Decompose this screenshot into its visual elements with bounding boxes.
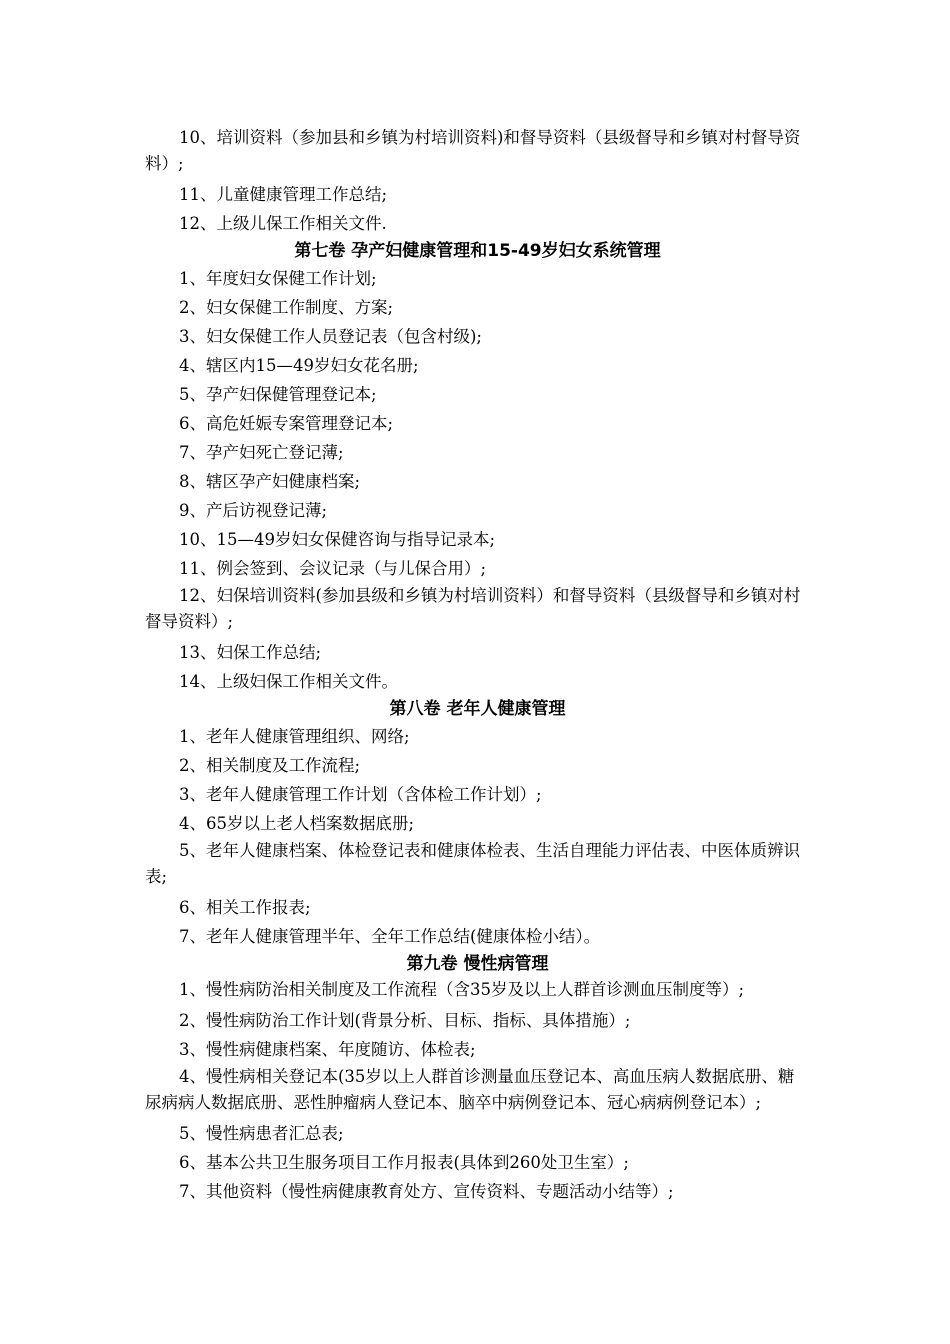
list-item: 6、相关工作报表; bbox=[179, 898, 311, 917]
list-item: 11、儿童健康管理工作总结; bbox=[179, 185, 388, 204]
list-item: 7、孕产妇死亡登记薄; bbox=[179, 443, 344, 462]
list-item: 2、慢性病防治工作计划(背景分析、目标、指标、具体措施）; bbox=[179, 1011, 631, 1030]
list-item: 14、上级妇保工作相关文件。 bbox=[179, 672, 398, 691]
list-item: 12、上级儿保工作相关文件. bbox=[179, 214, 387, 233]
list-item: 4、慢性病相关登记本(35岁以上人群首诊测量血压登记本、高血压病人数据底册、糖尿病病人数据底册、恶性肿瘤病人登记本、脑卒中病例登记本、冠心病病例登记本）; bbox=[145, 1067, 795, 1112]
list-item: 3、老年人健康管理工作计划（含体检工作计划）; bbox=[179, 785, 542, 804]
list-item: 12、妇保培训资料(参加县级和乡镇为村培训资料）和督导资料（县级督导和乡镇对村督导资料）; bbox=[145, 586, 801, 631]
list-item: 10、15—49岁妇女保健咨询与指导记录本; bbox=[179, 530, 496, 549]
list-item: 2、妇女保健工作制度、方案; bbox=[179, 298, 394, 317]
list-item: 6、基本公共卫生服务项目工作月报表(具体到260处卫生室）; bbox=[179, 1153, 629, 1172]
section-volume-9 bbox=[145, 951, 810, 1206]
list-item: 5、慢性病患者汇总表; bbox=[179, 1124, 344, 1143]
list-item: 1、慢性病防治相关制度及工作流程（含35岁及以上人群首诊测血压制度等）; bbox=[179, 980, 745, 999]
list-item: 1、年度妇女保健工作计划; bbox=[179, 269, 377, 288]
list-item: 7、其他资料（慢性病健康教育处方、宣传资料、专题活动小结等）; bbox=[179, 1182, 674, 1201]
section-heading: 第九卷 慢性病管理 bbox=[406, 954, 549, 974]
list-item: 13、妇保工作总结; bbox=[179, 643, 322, 662]
list-item: 4、辖区内15—49岁妇女花名册; bbox=[179, 356, 419, 375]
list-item: 1、老年人健康管理组织、网络; bbox=[179, 727, 410, 746]
list-item: 4、65岁以上老人档案数据底册; bbox=[179, 814, 415, 833]
section-volume-8 bbox=[145, 696, 810, 951]
section-heading: 第七卷 孕产妇健康管理和15-49岁妇女系统管理 bbox=[294, 241, 661, 261]
list-item: 2、相关制度及工作流程; bbox=[179, 756, 361, 775]
section-volume-7 bbox=[145, 238, 810, 696]
list-item: 5、老年人健康档案、体检登记表和健康体检表、生活自理能力评估表、中医体质辨识表; bbox=[145, 841, 800, 886]
list-item: 6、高危妊娠专案管理登记本; bbox=[179, 414, 394, 433]
list-item: 5、孕产妇保健管理登记本; bbox=[179, 385, 377, 404]
list-item: 3、妇女保健工作人员登记表（包含村级); bbox=[179, 327, 482, 346]
list-item: 3、慢性病健康档案、年度随访、体检表; bbox=[179, 1040, 476, 1059]
section-continuation bbox=[145, 125, 810, 238]
section-heading: 第八卷 老年人健康管理 bbox=[389, 699, 566, 719]
list-item: 8、辖区孕产妇健康档案; bbox=[179, 472, 361, 491]
list-item: 11、例会签到、会议记录（与儿保合用）; bbox=[179, 559, 487, 578]
list-item: 7、老年人健康管理半年、全年工作总结(健康体检小结）。 bbox=[179, 927, 601, 946]
document-page bbox=[145, 125, 810, 1206]
list-item: 9、产后访视登记薄; bbox=[179, 501, 328, 520]
list-item: 10、培训资料（参加县和乡镇为村培训资料)和督导资料（县级督导和乡镇对村督导资料）; bbox=[145, 128, 801, 173]
